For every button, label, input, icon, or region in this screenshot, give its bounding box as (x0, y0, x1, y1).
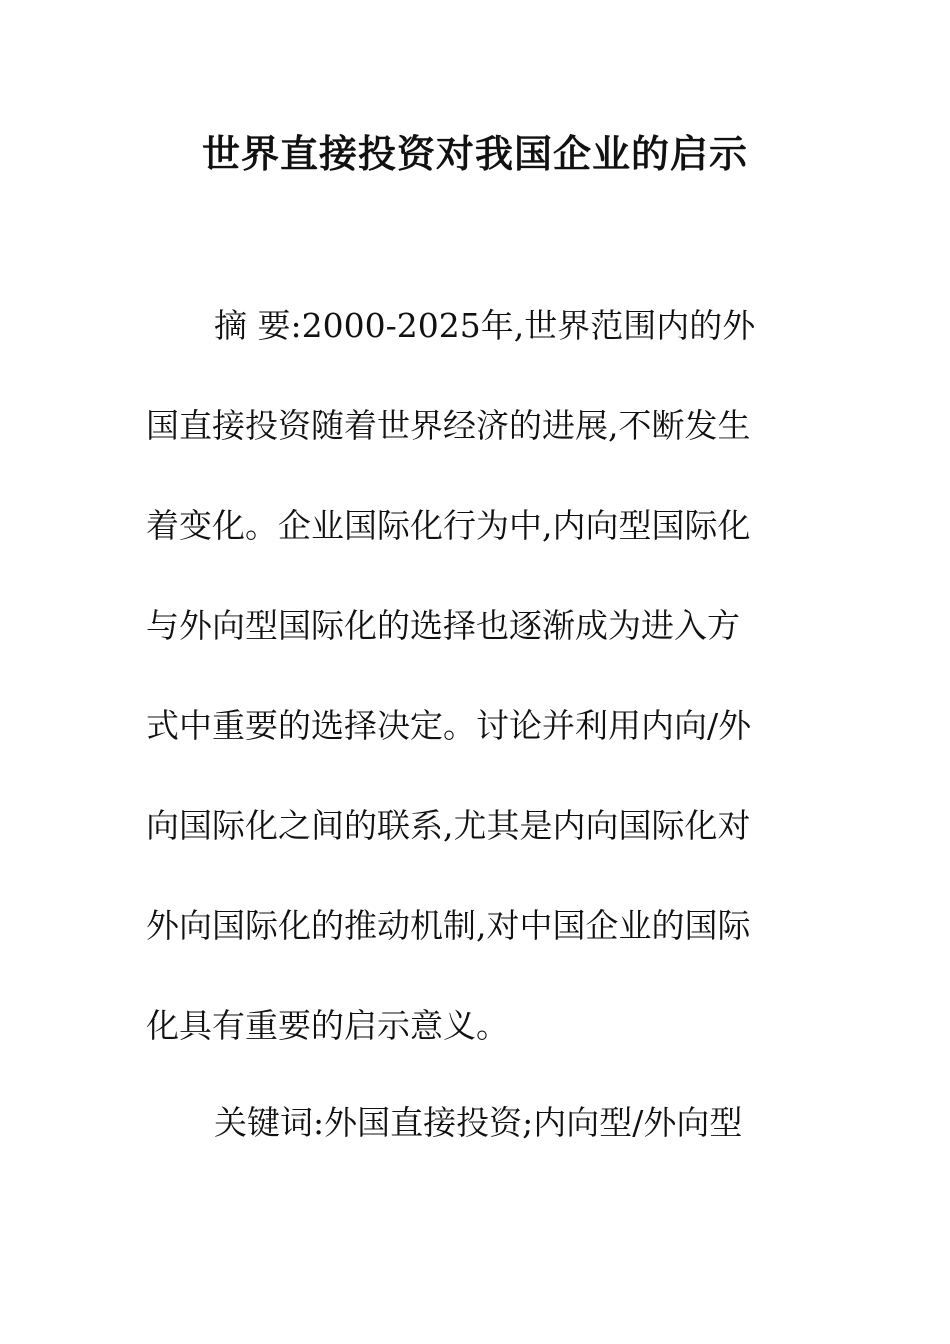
abstract-line-7: 外向国际化的推动机制,对中国企业的国际 (146, 906, 751, 945)
abstract-line-5: 式中重要的选择决定。讨论并利用内向/外 (146, 706, 752, 745)
abstract-line-1: 摘 要:2000-2025年,世界范围内的外 (214, 306, 756, 345)
abstract-line-8: 化具有重要的启示意义。 (146, 1006, 509, 1045)
abstract-line-3: 着变化。企业国际化行为中,内向型国际化 (146, 506, 751, 545)
abstract-line-2: 国直接投资随着世界经济的进展,不断发生 (146, 406, 751, 445)
abstract-line-4: 与外向型国际化的选择也逐渐成为进入方 (146, 606, 740, 645)
document-title: 世界直接投资对我国企业的启示 (201, 131, 748, 176)
abstract-line-6: 向国际化之间的联系,尤其是内向国际化对 (146, 806, 751, 845)
keywords-line: 关键词:外国直接投资;内向型/外向型 (214, 1103, 743, 1142)
